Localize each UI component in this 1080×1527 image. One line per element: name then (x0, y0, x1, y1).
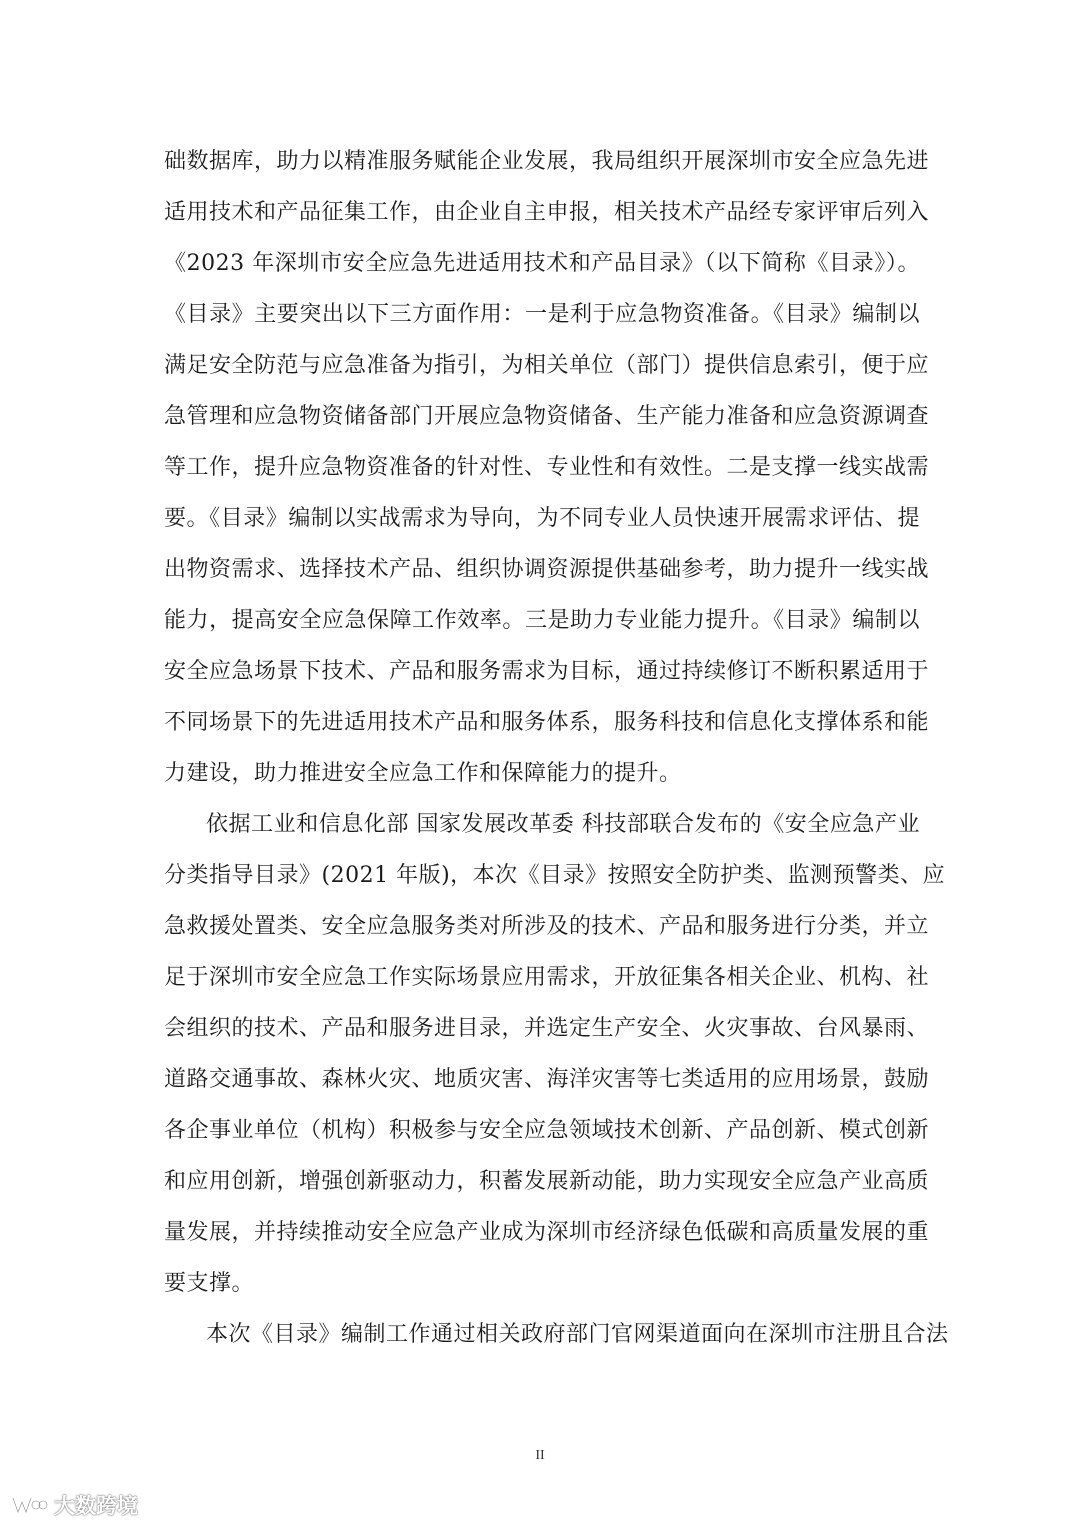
paragraph-1-line-6: 急管理和应急物资储备部门开展应急物资储备、生产能力准备和应急资源调查 (164, 404, 930, 429)
paragraph-2-line-2: 分类指导目录》(2021 年版)，本次《目录》按照安全防护类、监测预警类、应 (164, 863, 946, 888)
paragraph-1 (164, 136, 930, 799)
paragraph-1-line-4: 《目录》主要突出以下三方面作用：一是利于应急物资准备。《目录》编制以 (164, 302, 920, 327)
paragraph-1-line-11: 安全应急场景下技术、产品和服务需求为目标，通过持续修订不断积累适用于 (164, 659, 930, 684)
paragraph-2-line-8: 和应用创新，增强创新驱动力，积蓄发展新动能，助力实现安全应急产业高质 (164, 1169, 930, 1194)
paragraph-2-line-6: 道路交通事故、森林火灾、地质灾害、海洋灾害等七类适用的应用场景，鼓励 (164, 1067, 930, 1092)
paragraph-3-line-1: 本次《目录》编制工作通过相关政府部门官网渠道面向在深圳市注册且合法 (206, 1322, 949, 1347)
paragraph-1-line-7: 等工作，提升应急物资准备的针对性、专业性和有效性。二是支撑一线实战需 (164, 455, 930, 480)
paragraph-2-line-1: 依据工业和信息化部 国家发展改革委 科技部联合发布的《安全应急产业 (206, 812, 920, 837)
paragraph-1-line-9: 出物资需求、选择技术产品、组织协调资源提供基础参考，助力提升一线实战 (164, 557, 930, 582)
paragraph-2 (164, 799, 946, 1309)
paragraph-1-line-1: 础数据库，助力以精准服务赋能企业发展，我局组织开展深圳市安全应急先进 (164, 149, 930, 174)
paragraph-1-line-13: 力建设，助力推进安全应急工作和保障能力的提升。 (164, 761, 682, 786)
paragraph-1-line-2: 适用技术和产品征集工作，由企业自主申报，相关技术产品经专家评审后列入 (164, 200, 930, 225)
paragraph-2-line-3: 急救援处置类、安全应急服务类对所涉及的技术、产品和服务进行分类，并立 (164, 914, 930, 939)
paragraph-1-line-10: 能力，提高安全应急保障工作效率。三是助力专业能力提升。《目录》编制以 (164, 608, 920, 633)
paragraph-1-line-3: 《2023 年深圳市安全应急先进适用技术和产品目录》（以下简称《目录》）。 (164, 251, 920, 276)
watermark-text: 大数跨境 (54, 1494, 138, 1518)
paragraph-1-line-5: 满足安全防范与应急准备为指引，为相关单位（部门）提供信息索引，便于应 (164, 353, 930, 378)
paragraph-2-line-4: 足于深圳市安全应急工作实际场景应用需求，开放征集各相关企业、机构、社 (164, 965, 930, 990)
paragraph-1-line-12: 不同场景下的先进适用技术产品和服务体系，服务科技和信息化支撑体系和能 (164, 710, 930, 735)
wechat-channel-logo-icon (10, 1494, 48, 1516)
paragraph-3 (164, 1309, 949, 1360)
paragraph-2-line-9: 量发展，并持续推动安全应急产业成为深圳市经济绿色低碳和高质量发展的重 (164, 1220, 930, 1245)
paragraph-2-line-10: 要支撑。 (164, 1271, 255, 1296)
paragraph-1-line-8: 要。《目录》编制以实战需求为导向，为不同专业人员快速开展需求评估、提 (164, 506, 920, 531)
watermark (10, 1490, 138, 1520)
paragraph-2-line-5: 会组织的技术、产品和服务进目录，并选定生产安全、火灾事故、台风暴雨、 (164, 1016, 930, 1041)
page-number: II (535, 1448, 545, 1463)
paragraph-2-line-7: 各企事业单位（机构）积极参与安全应急领域技术创新、产品创新、模式创新 (164, 1118, 930, 1143)
